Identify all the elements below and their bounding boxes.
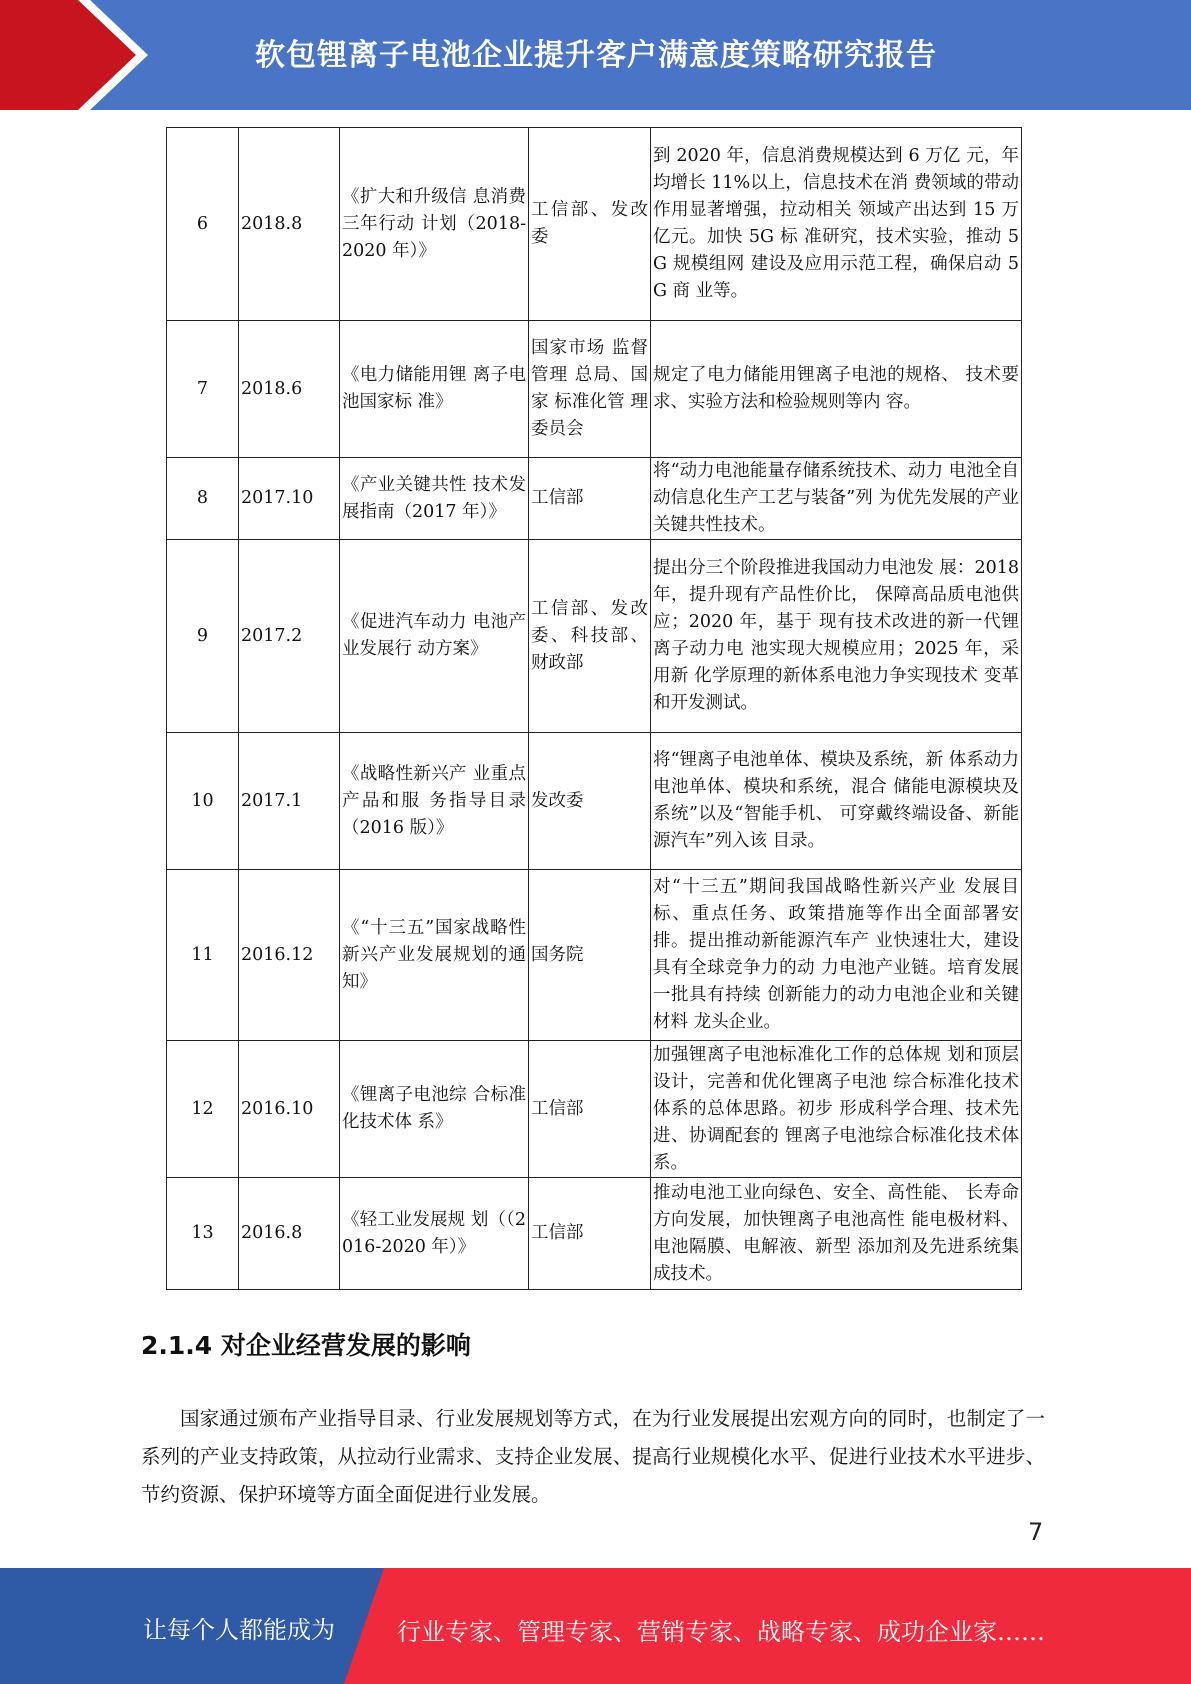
table-row [167, 1041, 1022, 1178]
policy-description: 对“十三五”期间我国战略性新兴产业 发展目标、重点任务、政策措施等作出全面部署安排。提出推动新能源汽车产 业快速壮大，建设具有全球竞争力的动 力电池产业链。培育发展一批具有持续 创新能力的动力电池企业和关键材料 龙头企业。 [651, 870, 1022, 1041]
issuing-department: 国务院 [529, 870, 651, 1041]
policy-name: 《促进汽车动力 电池产业发展行 动方案》 [340, 540, 529, 733]
table-row [167, 321, 1022, 458]
row-date: 2017.1 [239, 733, 340, 870]
policy-name: 《轻工业发展规 划（（2016-2020 年）》 [340, 1178, 529, 1290]
row-number: 11 [167, 870, 239, 1041]
row-date: 2017.10 [239, 458, 340, 540]
policy-description: 提出分三个阶段推进我国动力电池发 展：2018 年，提升现有产品性价比， 保障高品质电池供应；2020 年，基于 现有技术改进的新一代锂离子动力电 池实现大规模应用；2025 年，采用新 化学原理的新体系电池力争实现技术 变革和开发测试。 [651, 540, 1022, 733]
row-number: 6 [167, 128, 239, 321]
table-row [167, 733, 1022, 870]
row-date: 2018.6 [239, 321, 340, 458]
issuing-department: 工信部 [529, 458, 651, 540]
table-row [167, 458, 1022, 540]
row-date: 2016.10 [239, 1041, 340, 1178]
policy-name: 《产业关键共性 技术发展指南（2017 年）》 [340, 458, 529, 540]
policy-name: 《战略性新兴产 业重点产品和服 务指导目录（2016 版）》 [340, 733, 529, 870]
policy-name: 《扩大和升级信 息消费三年行动 计划（2018-2020 年）》 [340, 128, 529, 321]
policy-name: 《电力储能用锂 离子电池国家标 准》 [340, 321, 529, 458]
table-row [167, 128, 1022, 321]
page-header [0, 0, 1191, 110]
row-number: 7 [167, 321, 239, 458]
policy-name: 《锂离子电池综 合标准化技术体 系》 [340, 1041, 529, 1178]
policy-description: 到 2020 年，信息消费规模达到 6 万亿 元，年均增长 11%以上，信息技术在消 费领域的带动作用显著增强，拉动相关 领域产出达到 15 万亿元。加快 5G 标 准研究，技术实验，推动 5G 规模组网 建设及应用示范工程，确保启动 5G 商 业等。 [651, 128, 1022, 321]
section-heading: 2.1.4 对企业经营发展的影响 [141, 1331, 471, 1360]
policy-description: 规定了电力储能用锂离子电池的规格、 技术要求、实验方法和检验规则等内 容。 [651, 321, 1022, 458]
table-row [167, 1178, 1022, 1290]
row-number: 13 [167, 1178, 239, 1290]
section-paragraph: 国家通过颁布产业指导目录、行业发展规划等方式，在为行业发展提出宏观方向的同时，也制定了一系列的产业支持政策，从拉动行业需求、支持企业发展、提高行业规模化水平、促进行业技术水平进步、节约资源、保护环境等方面全面促进行业发展。 [141, 1407, 1045, 1506]
row-date: 2018.8 [239, 128, 340, 321]
row-date: 2016.12 [239, 870, 340, 1041]
policy-description: 加强锂离子电池标准化工作的总体规 划和顶层设计，完善和优化锂离子电池 综合标准化技术体系的总体思路。初步 形成科学合理、技术先进、协调配套的 锂离子电池综合标准化技术体系。 [651, 1041, 1022, 1178]
issuing-department: 工信部、发改委 [529, 128, 651, 321]
table-row [167, 540, 1022, 733]
page-footer [0, 1568, 1191, 1684]
footer-slogan-left: 让每个人都能成为 [143, 1616, 335, 1644]
row-number: 12 [167, 1041, 239, 1178]
policy-description: 推动电池工业向绿色、安全、高性能、 长寿命方向发展，加快锂离子电池高性 能电极材料、电池隔膜、电解液、新型 添加剂及先进系统集成技术。 [651, 1178, 1022, 1290]
row-date: 2017.2 [239, 540, 340, 733]
report-title: 软包锂离子电池企业提升客户满意度策略研究报告 [255, 38, 937, 73]
policy-description: 将“动力电池能量存储系统技术、动力 电池全自动信息化生产工艺与装备”列 为优先发展的产业关键共性技术。 [651, 458, 1022, 540]
table-row [167, 870, 1022, 1041]
issuing-department: 工信部 [529, 1178, 651, 1290]
header-arrow-decoration [0, 0, 150, 110]
issuing-department: 发改委 [529, 733, 651, 870]
row-number: 10 [167, 733, 239, 870]
row-date: 2016.8 [239, 1178, 340, 1290]
page-number: 7 [1028, 1518, 1044, 1546]
policy-description: 将“锂离子电池单体、模块及系统，新 体系动力电池单体、模块和系统，混合 储能电源模块及系统”以及“智能手机、 可穿戴终端设备、新能源汽车”列入该 目录。 [651, 733, 1022, 870]
row-number: 8 [167, 458, 239, 540]
policy-name: 《“十三五”国家战略性新兴产业发展规划的通知》 [340, 870, 529, 1041]
issuing-department: 工信部 [529, 1041, 651, 1178]
policy-table [166, 127, 1022, 1290]
row-number: 9 [167, 540, 239, 733]
footer-slogan-right: 行业专家、管理专家、营销专家、战略专家、成功企业家…… [397, 1618, 1045, 1646]
issuing-department: 工信部、发改委、科技部、财政部 [529, 540, 651, 733]
issuing-department: 国家市场 监督管理 总局、国家 标准化管 理委员会 [529, 321, 651, 458]
